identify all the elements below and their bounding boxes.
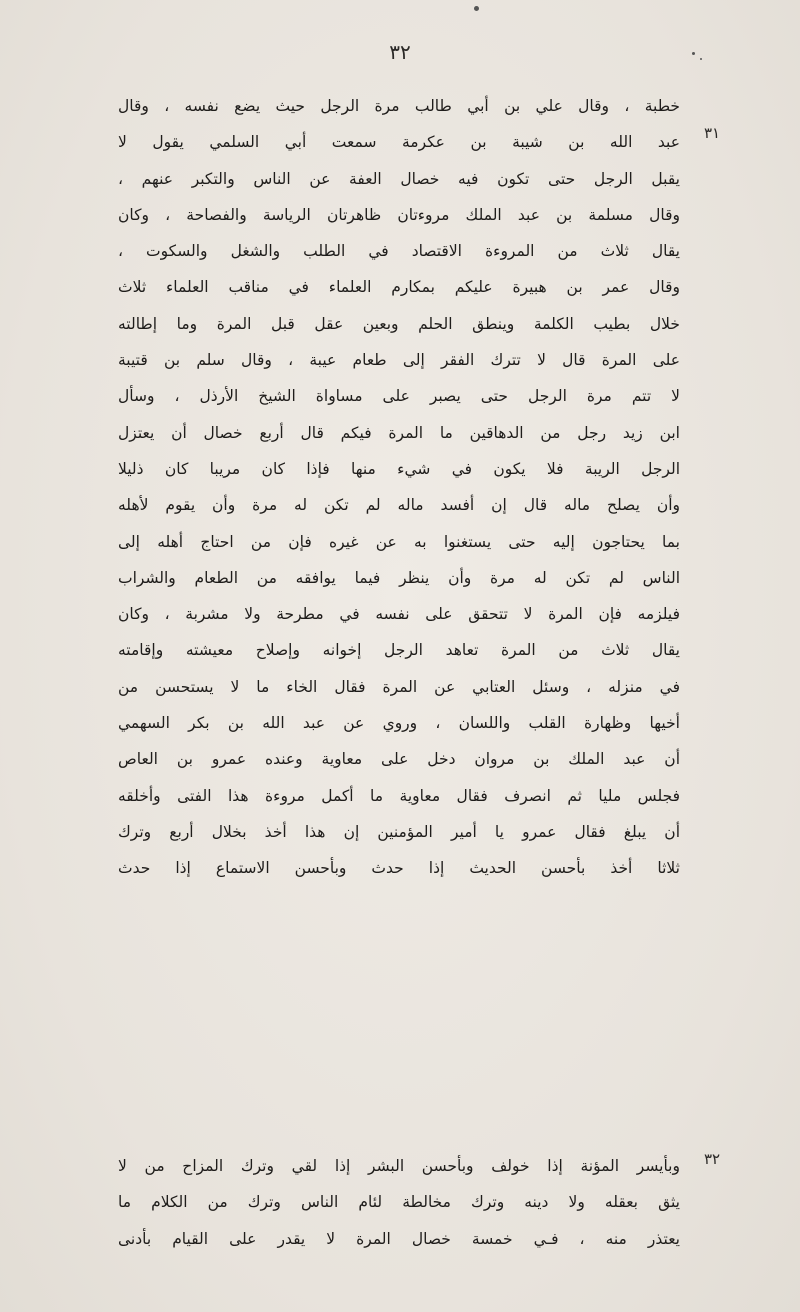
text-line: في منزله ، وسئل العتابي عن المرة فقال الخاء ما لا يستحسن من [118,677,680,696]
text-line: على المرة قال لا تترك الفقر إلى طعام عيبة ، وقال سلم بن قتيبة [118,351,680,370]
page-number: ٣٢ [389,40,411,64]
text-line: خطبة ، وقال علي بن أبي طالب مرة الرجل حيث يضع نفسه ، وقال [118,97,680,115]
text-line: أخيها وظهارة القلب واللسان ، وروي عن عبد الله بن بكر السهمي [118,714,680,733]
margin-paragraph-number: ٣٢ [704,1150,721,1168]
text-line: الرجل الريبة فلا يكون في شيء منها فإذا كان مريبا كان ذليلا [118,459,680,478]
text-line: وأن يصلح ماله قال إن أفسد ماله لم تكن له مرة وأن يقوم لأهله [118,496,680,515]
dust-speck [474,6,479,11]
text-line: فجلس مليا ثم انصرف فقال معاوية ما أكمل مروءة هذا الفتى وأخلقه [118,786,680,805]
text-line: يقال ثلاث من المرة تعاهد الرجل إخوانه وإصلاح معيشته وإقامته [118,641,680,660]
text-line: لا تتم مرة الرجل حتى يصبر على مساواة الشيخ الأرذل ، وسأل [118,387,680,406]
text-line: يثق بعقله ولا دينه وترك مخالطة لئام الناس وترك من الكلام ما [118,1193,680,1212]
text-line: ثلاثا أخذ بأحسن الحديث إذا حدث وبأحسن الاستماع إذا حدث [118,859,680,878]
text-line: وقال مسلمة بن عبد الملك مروءتان ظاهرتان الرياسة والفصاحة ، وكان [118,205,680,224]
text-line: وبأيسر المؤنة إذا خولف وبأحسن البشر إذا لقي وترك المزاح من لا [118,1157,680,1175]
paragraph-32 [118,1148,680,1257]
text-line: فيلزمه فإن المرة لا تتحقق على نفسه في مطرحة ولا مشربة ، وكان [118,605,680,624]
text-line: ابن زيد رجل من الدهاقين ما المرة فيكم قال أربع خصال أن يعتزل [118,423,680,442]
text-line: يعتذر منه ، فـي خمسة خصال المرة لا يقدر على القيام بأدنى [118,1229,680,1248]
text-line: وقال عمر بن هبيرة عليكم بمكارم العلماء في مناقب العلماء ثلاث [118,278,680,297]
text-line: خلال بطيب الكلمة وينطق الحلم وبعين عقل قبل المرة وما إطالته [118,314,680,333]
text-line: يقبل الرجل حتى تكون فيه خصال العفة عن الناس والتكبر عنهم ، [118,169,680,188]
paragraph-31 [118,88,680,887]
text-line: عبد الله بن شيبة بن عكرمة سمعت أبي السلمي يقول لا [118,133,680,152]
text-line: أن عبد الملك بن مروان دخل على معاوية وعنده عمرو بن العاص [118,750,680,769]
text-line: يقال ثلاث من المروءة الاقتصاد في الطلب والشغل والسكوت ، [118,242,680,261]
text-line: الناس لم تكن له مرة وأن ينظر فيما يوافقه من الطعام والشراب [118,568,680,587]
text-line: أن يبلغ فقال عمرو يا أمير المؤمنين إن هذا أخذ بخلال أربع وترك [118,822,680,841]
margin-paragraph-number: ٣١ [704,124,721,142]
text-line: بما يحتاجون إليه حتى يستغنوا به عن غيره فإن من احتاج أهله إلى [118,532,680,551]
